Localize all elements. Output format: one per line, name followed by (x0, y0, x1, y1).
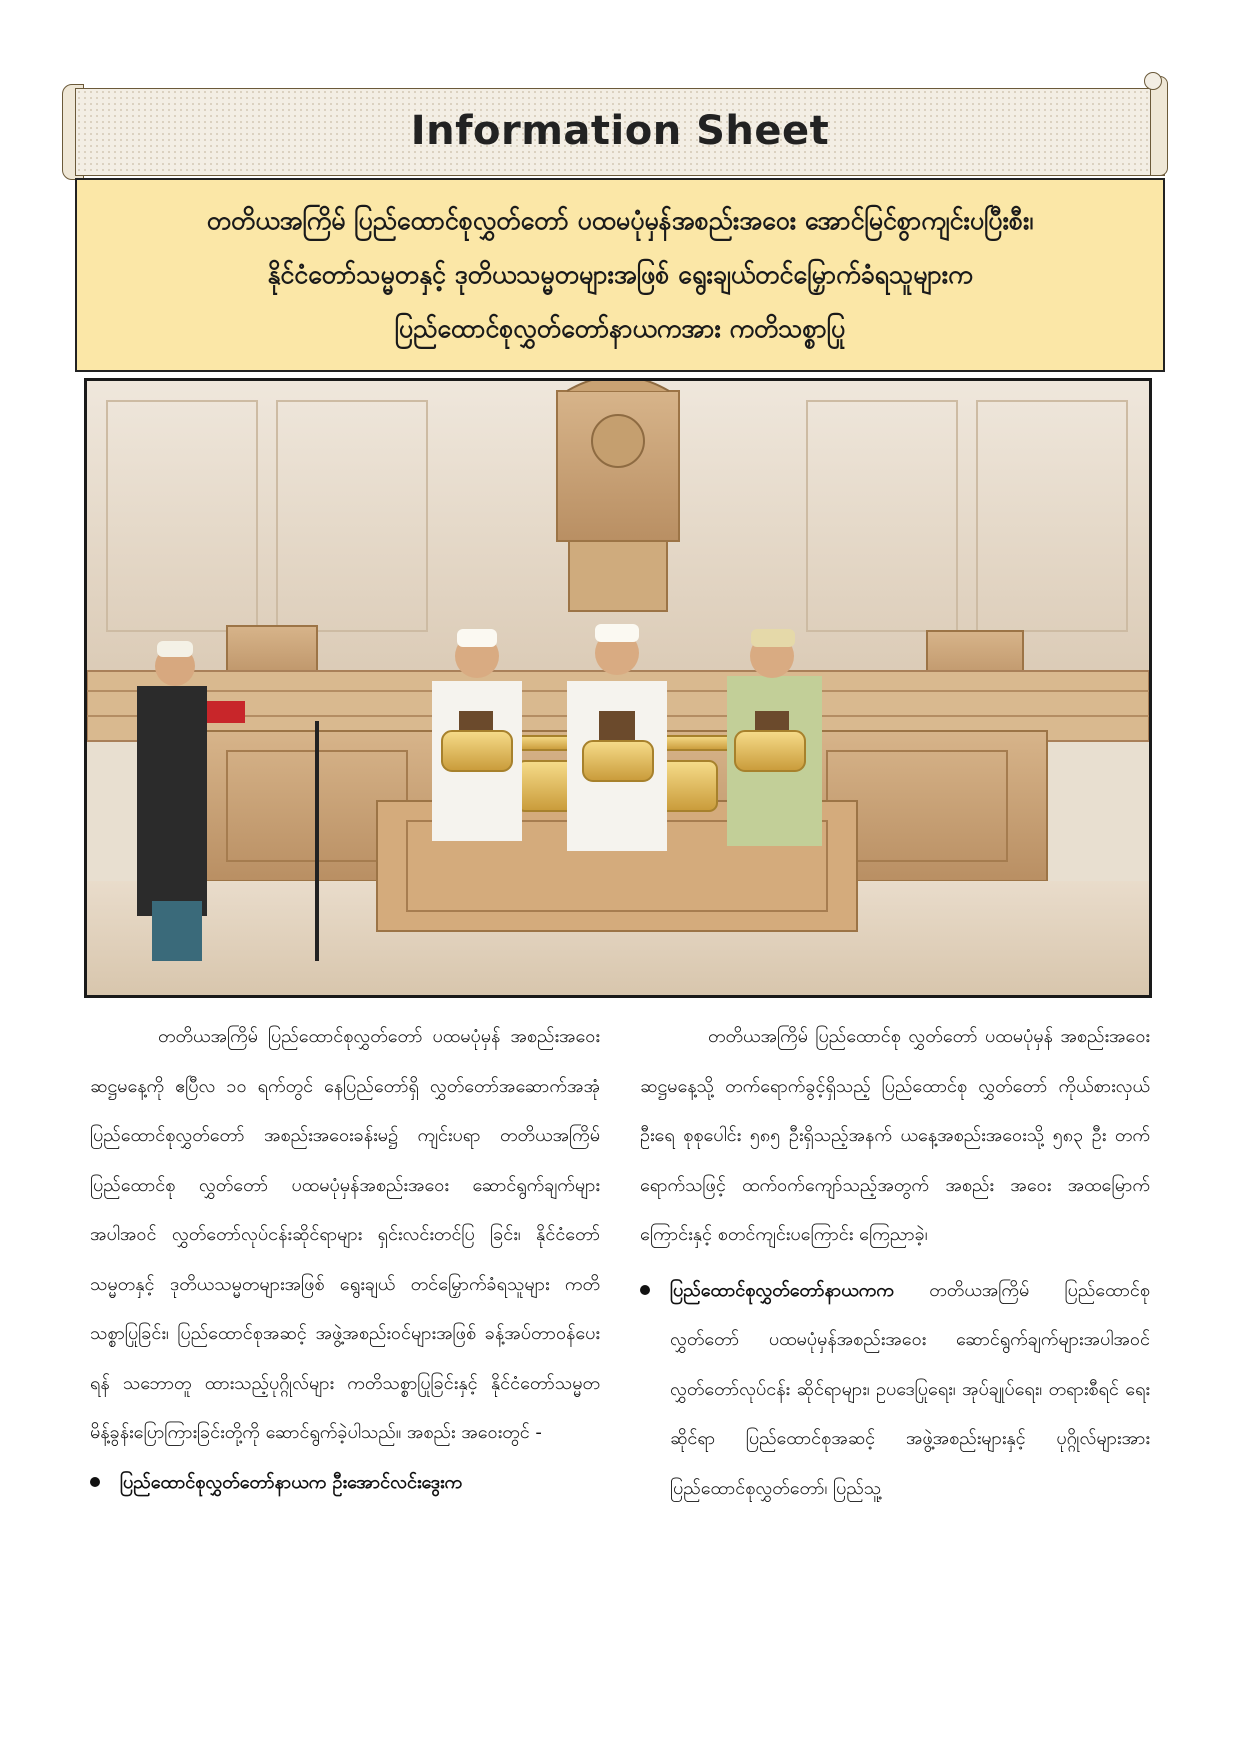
left-bullet-1-bold: ပြည်ထောင်စုလွှတ်တော်နာယက ဦးအောင်လင်းဒွေးက (120, 1471, 463, 1493)
headline-box (75, 178, 1165, 372)
right-text-column (640, 1012, 1150, 1513)
right-bullet-1-bold: ပြည်ထောင်စုလွှတ်တော်နာယကက (670, 1279, 894, 1301)
bullet-icon (640, 1285, 650, 1295)
bullet-icon (90, 1477, 100, 1487)
headline-line-2: နိုင်ငံတော်သမ္မတနှင့် ဒုတိယသမ္မတများအဖြစ် ရွေးချယ်တင်မြှောက်ခံရသူများက (267, 260, 973, 289)
right-bullet-1-text: တတိယအကြိမ် ပြည်ထောင်စုလွှတ်တော် ပထမပုံမှန်အစည်းအဝေး ဆောင်ရွက်ချက်များအပါအဝင် လွှတ်တော်လုပ်ငန်း ဆိုင်ရာများ၊ ဥပဒေပြုရေး၊ အုပ်ချုပ်ရေး၊ တရားစီရင် ရေးဆိုင်ရာ ပြည်ထောင်စုအဆင့် အဖွဲ့အစည်းများနှင့် ပုဂ္ဂိုလ်များအား ပြည်ထောင်စုလွှတ်တော်၊ ပြည်သူ့ (670, 1279, 1150, 1499)
right-paragraph-1: တတိယအကြိမ် ပြည်ထောင်စု လွှတ်တော် ပထမပုံမှန် အစည်းအဝေး ဆဋ္ဌမနေ့သို့ တက်ရောက်ခွင့်ရှိသည့် ပြည်ထောင်စု လွှတ်တော် ကိုယ်စားလှယ်ဦးရေ စုစုပေါင်း ၅၈၅ ဦးရှိသည့်အနက် ယနေ့အစည်းအဝေးသို့ ၅၈၃ ဦး တက်ရောက်သဖြင့် ထက်ဝက်ကျော်သည့်အတွက် အစည်း အဝေး အထမြောက်ကြောင်းနှင့် စတင်ကျင်းပကြောင်း ကြေညာခဲ့၊ (640, 1026, 1150, 1245)
page-title: Information Sheet (410, 108, 830, 154)
left-paragraph-1: တတိယအကြိမ် ပြည်ထောင်စုလွှတ်တော် ပထမပုံမှန် အစည်းအဝေးဆဋ္ဌမနေ့ကို ဧပြီလ ၁၀ ရက်တွင် နေပြည်တော်ရှိ လွှတ်တော်အဆောက်အအုံ ပြည်ထောင်စုလွှတ်တော် အစည်းအဝေးခန်းမ၌ ကျင်းပရာ တတိယအကြိမ် ပြည်ထောင်စု လွှတ်တော် ပထမပုံမှန်အစည်းအဝေး ဆောင်ရွက်ချက်များ အပါအဝင် လွှတ်တော်လုပ်ငန်းဆိုင်ရာများ ရှင်းလင်းတင်ပြ ခြင်း၊ နိုင်ငံတော်သမ္မတနှင့် ဒုတိယသမ္မတများအဖြစ် ရွေးချယ် တင်မြှောက်ခံရသူများ ကတိသစ္စာပြုခြင်း၊ ပြည်ထောင်စုအဆင့် အဖွဲ့အစည်းဝင်များအဖြစ် ခန့်အပ်တာဝန်ပေးရန် သဘောတူ ထားသည့်ပုဂ္ဂိုလ်များ ကတိသစ္စာပြုခြင်းနှင့် နိုင်ငံတော်သမ္မတ မိန့်ခွန်းပြောကြားခြင်းတို့ကို ဆောင်ရွက်ခဲ့ပါသည်။ အစည်း အဝေးတွင် - (90, 1026, 600, 1443)
headline-line-3: ပြည်ထောင်စုလွှတ်တော်နာယကအား ကတိသစ္စာပြု (394, 314, 846, 343)
scroll-curl-ornament (1144, 72, 1162, 90)
right-bullet-1 (640, 1266, 1150, 1514)
left-text-column (90, 1012, 600, 1507)
parliament-oath-photo (84, 378, 1152, 998)
left-bullet-1 (90, 1458, 600, 1508)
headline-line-1: တတိယအကြိမ် ပြည်ထောင်စုလွှတ်တော် ပထမပုံမှန်အစည်းအဝေး အောင်မြင်စွာကျင်းပပြီးစီး၊ (206, 206, 1034, 235)
